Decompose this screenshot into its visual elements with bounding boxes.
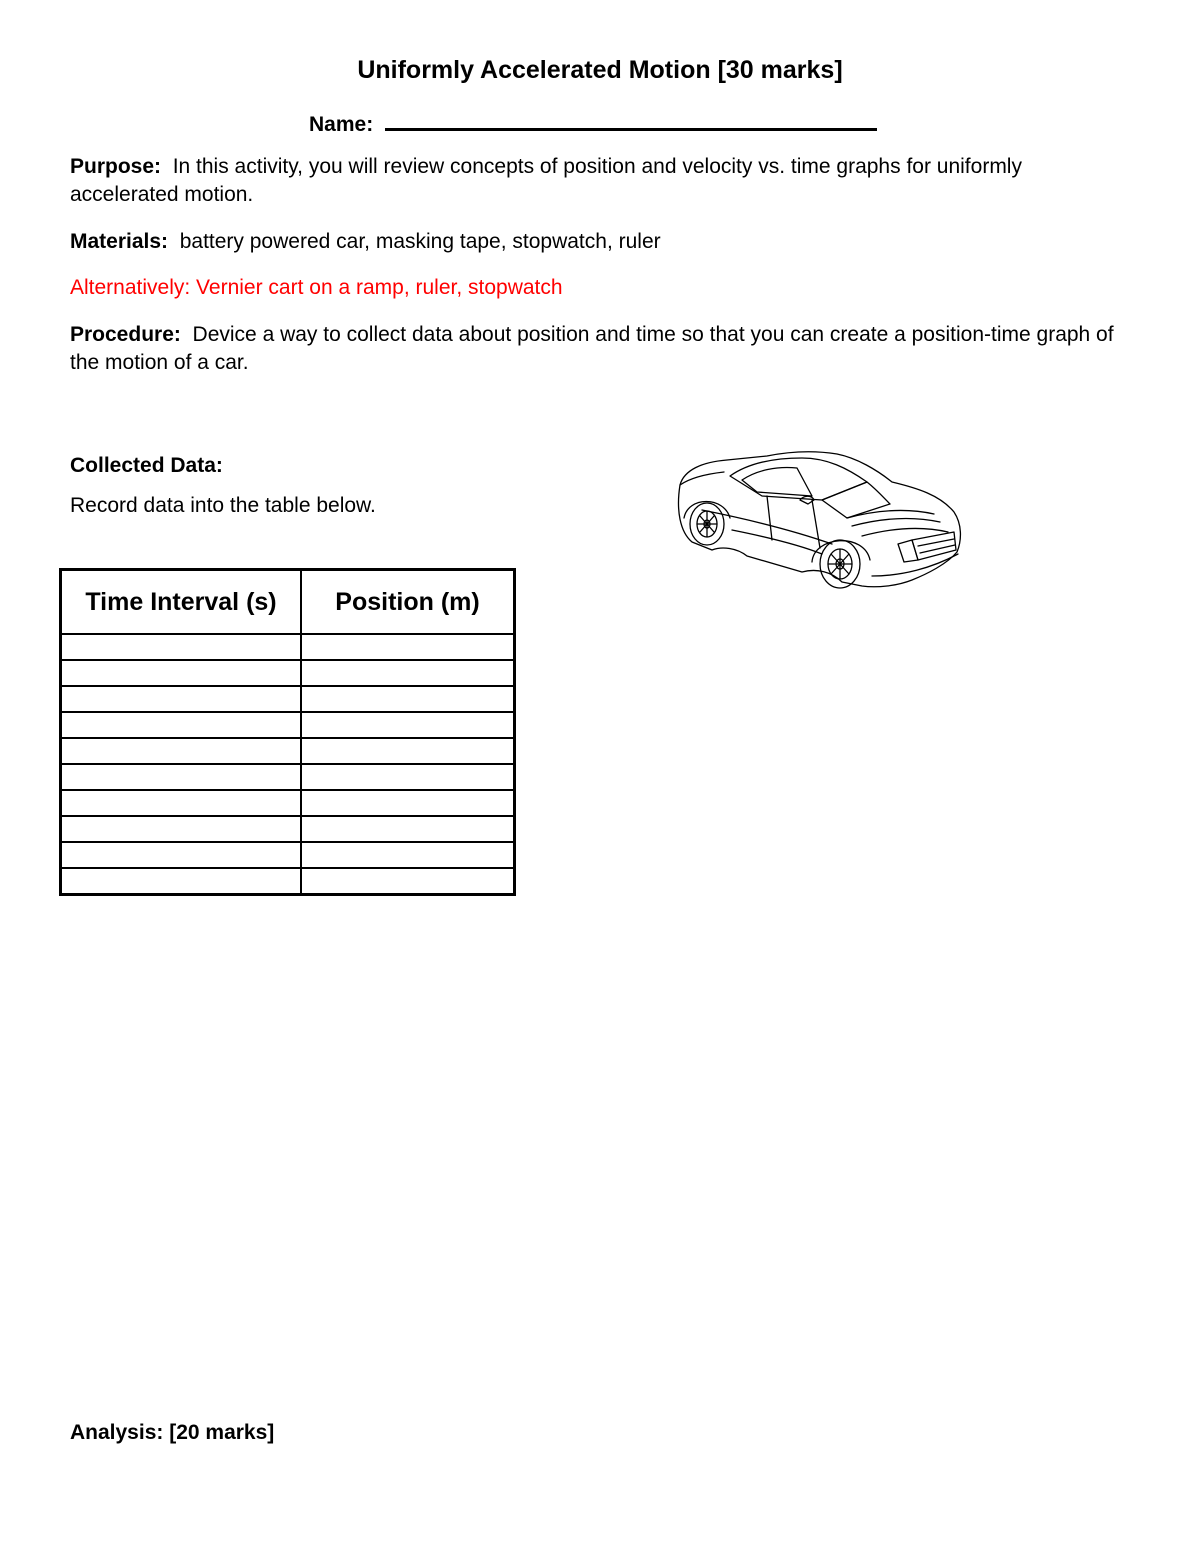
collected-data-heading: Collected Data:	[70, 454, 223, 477]
materials-label: Materials:	[70, 230, 169, 253]
table-header-row	[61, 570, 515, 635]
position-cell[interactable]	[301, 634, 515, 660]
record-instruction: Record data into the table below.	[70, 494, 376, 517]
position-cell[interactable]	[301, 738, 515, 764]
position-cell[interactable]	[301, 842, 515, 868]
alternative-materials: Alternatively: Vernier cart on a ramp, ruler, stopwatch	[70, 276, 563, 299]
procedure-text: Device a way to collect data about position and time so that you can create a position-time graph of the motion of a car.	[70, 323, 1114, 374]
materials-text: battery powered car, masking tape, stopwatch, ruler	[179, 230, 661, 253]
position-cell[interactable]	[301, 868, 515, 895]
position-header: Position (m)	[301, 570, 515, 635]
table-row	[61, 816, 515, 842]
position-cell[interactable]	[301, 764, 515, 790]
position-cell[interactable]	[301, 712, 515, 738]
time-cell[interactable]	[61, 764, 302, 790]
position-cell[interactable]	[301, 686, 515, 712]
table-row	[61, 868, 515, 895]
time-cell[interactable]	[61, 842, 302, 868]
materials-section	[70, 228, 1130, 256]
time-cell[interactable]	[61, 686, 302, 712]
car-icon	[672, 440, 972, 600]
position-cell[interactable]	[301, 816, 515, 842]
table-row	[61, 686, 515, 712]
time-cell[interactable]	[61, 868, 302, 895]
purpose-text: In this activity, you will review concepts of position and velocity vs. time graphs for uniformly accelerated motion.	[70, 155, 1022, 206]
name-field	[309, 106, 877, 137]
time-cell[interactable]	[61, 738, 302, 764]
time-cell[interactable]	[61, 712, 302, 738]
table-row	[61, 738, 515, 764]
page-title: Uniformly Accelerated Motion [30 marks]	[357, 56, 843, 84]
procedure-section	[70, 321, 1130, 377]
table-row	[61, 790, 515, 816]
table-row	[61, 712, 515, 738]
purpose-section	[70, 153, 1130, 209]
name-blank-line[interactable]	[385, 106, 877, 131]
procedure-label: Procedure:	[70, 323, 181, 346]
time-cell[interactable]	[61, 790, 302, 816]
position-cell[interactable]	[301, 660, 515, 686]
data-table	[59, 568, 516, 896]
table-row	[61, 634, 515, 660]
name-label: Name:	[309, 113, 374, 136]
purpose-label: Purpose:	[70, 155, 162, 178]
time-cell[interactable]	[61, 634, 302, 660]
position-cell[interactable]	[301, 790, 515, 816]
table-row	[61, 660, 515, 686]
table-row	[61, 842, 515, 868]
analysis-heading: Analysis: [20 marks]	[70, 1421, 275, 1444]
table-row	[61, 764, 515, 790]
time-cell[interactable]	[61, 816, 302, 842]
time-interval-header: Time Interval (s)	[61, 570, 302, 635]
time-cell[interactable]	[61, 660, 302, 686]
